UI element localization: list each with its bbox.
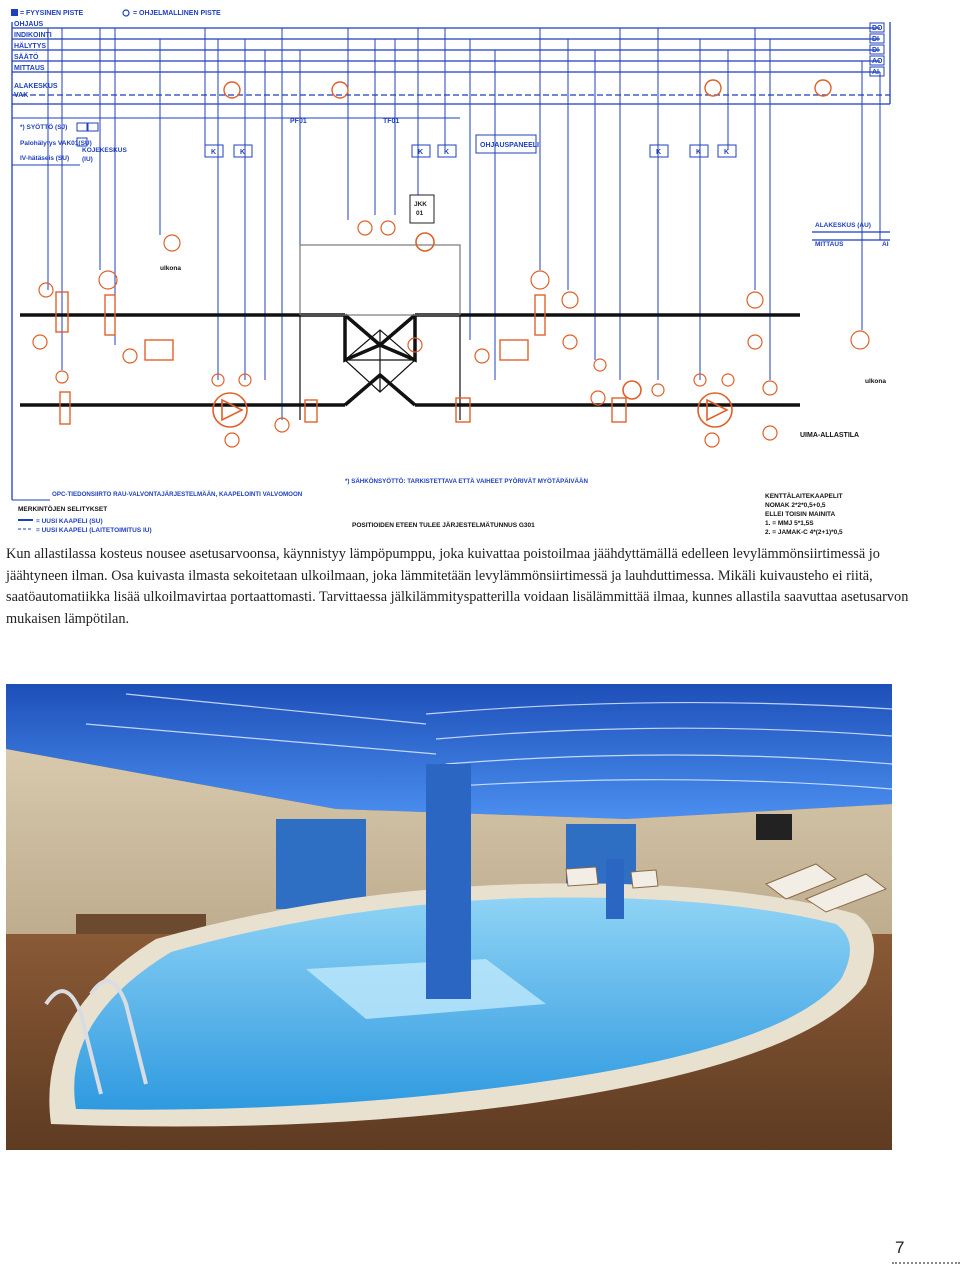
page-number: 7 <box>895 1238 905 1257</box>
fire-switch-label: Palohälytys VAK01(SU) <box>20 140 92 147</box>
position-note: POSITIOIDEN ETEEN TULEE JÄRJESTELMÄTUNNUS G301 <box>352 522 535 529</box>
hvac-control-diagram <box>0 0 960 545</box>
io-di2: DI <box>872 47 879 54</box>
legend-cable-su: = UUSI KAAPELI (SU) <box>36 518 103 525</box>
mosaic-column-2 <box>606 859 624 919</box>
mosaic-wall <box>276 819 366 909</box>
sensor-balloons <box>33 221 869 447</box>
iv-stop-label: IV-hätäseis (SU) <box>20 155 70 162</box>
cable-table-line1: NOMAK 2*2*0,5+0,5 <box>765 502 826 509</box>
k-label-7: K <box>724 149 730 156</box>
vak-label: VAK <box>14 92 29 99</box>
outdoor-right: ulkona <box>865 378 886 385</box>
control-center-label: KOJEKESKUS <box>82 147 127 154</box>
pf01-label: PF01 <box>290 118 307 125</box>
tf01-label: TF01 <box>383 118 400 125</box>
jkk-num: 01 <box>416 210 424 217</box>
signal-indikointi: INDIKOINTI <box>14 32 52 39</box>
io-ao: AO <box>872 58 883 65</box>
k-label-4: K <box>444 149 450 156</box>
signal-mittaus: MITTAUS <box>14 65 45 72</box>
supply-label: *) SYÖTTÖ (SJ) <box>20 124 68 131</box>
io-di1: DI <box>872 36 879 43</box>
signal-saato: SÄÄTÖ <box>14 54 39 61</box>
filter-2 <box>145 340 173 360</box>
ai-label: AI <box>882 241 889 248</box>
physical-point-marker <box>11 9 18 16</box>
exhaust-fan-symbol <box>707 400 727 420</box>
heater-3 <box>612 398 626 422</box>
q-box-2 <box>88 123 98 131</box>
wall-tv <box>756 814 792 840</box>
body-paragraph: Kun allastilassa kosteus nousee asetusarvoonsa, käynnistyy lämpöpumppu, joka kuivattaa poistoilmaa jäähdyttämällä edelleen levylämmönsiirtimessä jo jäähtyneen ilman. Osa kuivasta ilmasta sekoitetaan ulkoilmaan, joka lämmitetään levylämmönsiirtimessä ja lauhduttimessa. Mikäli kuivausteho ei riitä, saatöautomatiikka lisää ulkoilmavirtaa portaattomasti. Tarvittaessa jälkilämmityspatterilla voidaan lisälämmittää ilmaa, kunnes allastila saavuttaa asetusarvon mukaisen lämpötilan. <box>6 546 909 628</box>
signal-drop-lines <box>48 28 880 420</box>
subcenter-au-label: ALAKESKUS (AU) <box>815 222 871 229</box>
mosaic-column <box>426 764 471 999</box>
q-box <box>77 123 87 131</box>
heater-2 <box>456 398 470 422</box>
signal-bus <box>12 22 890 500</box>
legend-cable-iu: = UUSI KAAPELI (LAITETOIMITUS IU) <box>36 527 152 534</box>
cable-table-line4: 2. = JAMAK-C 4*(2+1)*0,5 <box>765 529 843 536</box>
subcenter-label: ALAKESKUS <box>14 83 58 90</box>
compressor <box>416 233 434 251</box>
damper-1 <box>60 392 70 424</box>
control-panel-label: OHJAUSPANEELI <box>480 142 539 149</box>
pool-photo <box>6 684 892 1150</box>
cable-table-title: KENTTÄLAITEKAAPELIT <box>765 493 843 500</box>
k-label-1: K <box>211 149 217 156</box>
k-label-3: K <box>418 149 424 156</box>
measurement-label: MITTAUS <box>815 241 844 248</box>
legend-bottom-title: MERKINTÖJEN SELITYKSET <box>18 506 108 513</box>
io-do: DO <box>872 25 883 32</box>
jkk-label: JKK <box>414 201 428 208</box>
k-label-5: K <box>656 149 662 156</box>
page-number-dots <box>892 1262 960 1264</box>
data-transfer-note: OPC-TIEDONSIIRTO RAU-VALVONTAJÄRJESTELMÄÄN, KAAPELOINTI VALVOMOON <box>52 491 303 498</box>
pump <box>623 381 641 399</box>
filter-3 <box>500 340 528 360</box>
heat-pump-loop <box>300 245 460 315</box>
k-label-2: K <box>240 149 246 156</box>
supply-fan-symbol <box>222 400 242 420</box>
cable-table-line3: 1. = MMJ 5*1,5S <box>765 520 814 527</box>
k-label-6: K <box>696 149 702 156</box>
power-note: *) SÄHKÖNSYÖTTÖ: TARKISTETTAVA ETTÄ VAIHEET PYÖRIVÄT MYÖTÄPÄIVÄÄN <box>345 478 588 485</box>
software-point-marker <box>123 10 129 16</box>
legend-software-point: = OHJELMALLINEN PISTE <box>133 10 221 17</box>
pool-room-label: UIMA-ALLASTILA <box>800 432 860 439</box>
io-ai: AI <box>872 69 879 76</box>
signal-halytys: HÄLYTYS <box>14 43 47 50</box>
outdoor-left: ulkona <box>160 265 181 272</box>
cable-table-line2: ELLEI TOISIN MAINITA <box>765 511 836 518</box>
jkk-box <box>410 195 434 223</box>
control-center-sub: (IU) <box>82 156 93 163</box>
legend-physical-point: = FYYSINEN PISTE <box>20 10 84 17</box>
signal-ohjaus: OHJAUS <box>14 21 44 28</box>
